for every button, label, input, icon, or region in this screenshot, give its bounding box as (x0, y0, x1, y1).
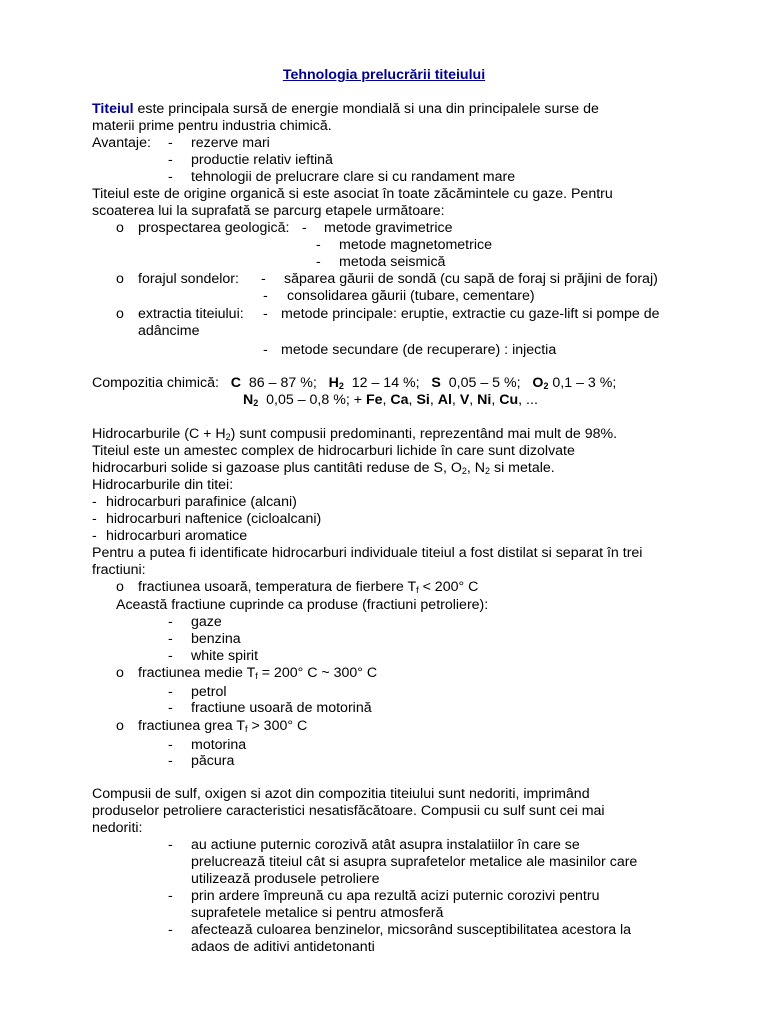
intro-text-1: este principala sursă de energie mondială si una din principalele surse de (133, 101, 599, 117)
dash-bullet: - (92, 494, 97, 510)
hidrocarburi-paragraph-2 (92, 443, 694, 460)
compozitie-line-2: $N_2$ 0,05 – 0,8 %; + Fe, Ca, Si, Al, V, Ni, Cu, ... (243, 392, 538, 408)
page-title: Tehnologia prelucrării titeiului (282, 67, 486, 83)
foraj-item: consolidarea găurii (tubare, cementare) (287, 288, 535, 304)
dash-bullet: - (168, 684, 173, 700)
extractie-item-2: metode secundare (de recuperare) : injectia (281, 342, 557, 358)
p5-line2: produselor petroliere caracteristici nesatisfăcătoare. Compusii cu sulf sunt cei mai (92, 803, 605, 819)
efect-2-line-2: suprafetele metalice si pentru atmosferă (191, 905, 444, 921)
usoara-label-a: fractiunea usoară, temperatura de fierbere T (138, 579, 417, 595)
usoara-item: benzina (191, 631, 241, 647)
dash-bullet: - (168, 631, 173, 647)
fractiune-usoara: fractiunea usoară, temperatura de fierbere $T_f < 200^\circ$ C (138, 579, 479, 595)
distilare-paragraph (92, 545, 694, 562)
compozitie-h: 12 – 14 %; (351, 375, 420, 391)
usoara-intro: Această fractiune cuprinde ca produse (fractiuni petroliere): (116, 597, 489, 613)
compozitie-line-1: Compozitia chimică: C 86 – 87 %; $H_2$ 12 – 14 %; S 0,05 – 5 %; $O_2$ 0,1 – 3 %; (92, 375, 617, 391)
dash-bullet: - (302, 220, 307, 236)
efect-item (191, 888, 694, 905)
origin-line-1: Titeiul este de origine organică si este asociat în toate zăcămintele cu gaze. Pentru (92, 186, 613, 202)
p3-line1a: Hidrocarburile (C + H (92, 426, 226, 442)
circle-bullet: o (116, 271, 124, 287)
dash-bullet: - (263, 306, 268, 322)
circle-bullet: o (116, 665, 124, 681)
compusi-paragraph (92, 786, 694, 803)
efect-3-line-1: afectează culoarea benzinelor, micsorând susceptibilitatea acestora la (191, 922, 632, 938)
grea-label-a: fractiunea grea T (138, 718, 245, 734)
dash-bullet: - (168, 135, 173, 151)
p5-line3: nedoriti: (92, 820, 143, 836)
usoara-label-b: < 200° C (418, 579, 479, 595)
intro-lead: Titeiul (92, 101, 134, 117)
avantaj-item: productie relativ ieftină (191, 152, 333, 168)
compozitie-label: Compozitia chimică: (92, 375, 219, 391)
dash-bullet: - (168, 837, 173, 853)
dash-bullet: - (263, 342, 268, 358)
p4-line1: Pentru a putea fi identificate hidrocarburi individuale titeiul a fost distilat si separat în trei (92, 545, 643, 561)
avantaje-label: Avantaje: (92, 135, 151, 151)
medie-label-a: fractiunea medie T (138, 665, 256, 681)
compozitie-n: 0,05 – 0,8 %; + (266, 392, 362, 408)
p3-line3b: , N (466, 460, 486, 476)
foraj-label: forajul sondelor: (138, 271, 239, 287)
compozitie-o: 0,1 – 3 %; (552, 375, 617, 391)
efect-1-line-1: au actiune puternic corozivă atât asupra instalatiilor în care se (191, 837, 580, 853)
dash-bullet: - (316, 237, 321, 253)
dash-bullet: - (168, 888, 173, 904)
dash-bullet: - (168, 614, 173, 630)
intro-text-2: materii prime pentru industria chimică. (92, 118, 332, 134)
prospectare-item: metoda seismică (339, 254, 446, 270)
compozitie-c: 86 – 87 %; (248, 375, 317, 391)
hidrocarbura-item: hidrocarburi naftenice (cicloalcani) (106, 511, 322, 527)
efect-1-line-2: prelucrează titeiul cât si asupra suprafetelor metalice ale masinilor care (191, 854, 638, 870)
grea-label-b: > 300° C (247, 718, 308, 734)
circle-bullet: o (116, 220, 124, 236)
fractiune-medie: fractiunea medie $T_f = 200^\circ$ C ~ 300° C (138, 665, 378, 681)
prospectare-item: metode magnetometrice (339, 237, 492, 253)
p3-line3: hidrocarburi solide si gazoase plus cantitâti reduse de S, $O_2$, $N_2$ si metale. (92, 460, 555, 476)
medie-label-b: = 200° C ~ 300° C (257, 665, 378, 681)
dash-bullet: - (168, 648, 173, 664)
grea-item: motorina (191, 737, 247, 753)
circle-bullet: o (116, 306, 124, 322)
extractie-item-1: metode principale: eruptie, extractie cu gaze-lift si pompe de (281, 306, 660, 322)
fractiune-grea: fractiunea grea $T_f > 300^\circ$ C (138, 718, 308, 734)
dash-bullet: - (168, 737, 173, 753)
dash-bullet: - (261, 271, 266, 287)
usoara-item: white spirit (191, 648, 259, 664)
avantaj-item: tehnologii de prelucrare clare si cu randament mare (191, 169, 516, 185)
origin-line-2: scoaterea lui la suprafată se parcurg etapele următoare: (92, 203, 445, 219)
compusi-paragraph-2 (92, 803, 694, 820)
p3-line1b: ) sunt compusii predominanti, reprezentând mai mult de 98%. (230, 426, 618, 442)
efect-2-line-1: prin ardere împreună cu apa rezultă acizi puternic corozivi pentru (191, 888, 600, 904)
dash-bullet: - (92, 528, 97, 544)
p3-line2: Titeiul este un amestec complex de hidrocarburi lichide în care sunt dizolvate (92, 443, 575, 459)
dash-bullet: - (316, 254, 321, 270)
efect-item-cont (191, 854, 694, 871)
extractie-item-1-cont: adâncime (138, 323, 200, 339)
medie-item: fractiune usoară de motorină (191, 700, 372, 716)
p5-line1: Compusii de sulf, oxigen si azot din compozitia titeiului sunt nedoriti, imprimând (92, 786, 590, 802)
intro-paragraph (92, 101, 694, 118)
medie-item: petrol (191, 684, 227, 700)
compozitie-s: 0,05 – 5 %; (448, 375, 521, 391)
dash-bullet: - (263, 288, 268, 304)
dash-bullet: - (168, 700, 173, 716)
extractie-label: extractia titeiului: (138, 306, 244, 322)
hidrocarbura-item: hidrocarburi aromatice (106, 528, 248, 544)
efect-item (191, 837, 694, 854)
prospectare-label: prospectarea geologică: (138, 220, 290, 236)
origin-paragraph (92, 186, 694, 203)
hidrocarbura-item: hidrocarburi parafinice (alcani) (106, 494, 297, 510)
hidrocarburi-paragraph: Hidrocarburile $(C + H_2)$ sunt compusii predominanti, reprezentând mai mult de 98%. (92, 426, 618, 442)
hidrocarburi-label: Hidrocarburile din titei: (92, 477, 234, 493)
dash-bullet: - (168, 152, 173, 168)
grea-item: păcura (191, 753, 235, 769)
prospectare-item: metode gravimetrice (324, 220, 453, 236)
circle-bullet: o (116, 579, 124, 595)
compozitie-metals: , ... (518, 392, 538, 408)
dash-bullet: - (92, 511, 97, 527)
dash-bullet: - (168, 169, 173, 185)
p3-line3c: si metale. (490, 460, 555, 476)
foraj-item: săparea găurii de sondă (cu sapă de foraj si prăjini de foraj) (284, 271, 658, 287)
dash-bullet: - (168, 922, 173, 938)
efect-3-line-2: adaos de aditivi antidetonanti (191, 939, 375, 955)
efect-item (191, 922, 694, 939)
dash-bullet: - (168, 753, 173, 769)
usoara-item: gaze (191, 614, 222, 630)
avantaj-item: rezerve mari (191, 135, 270, 151)
p4-line2: fractiuni: (92, 562, 146, 578)
p3-line3a: hidrocarburi solide si gazoase plus cantitâti reduse de S, O (92, 460, 462, 476)
efect-1-line-3: utilizează produsele petroliere (191, 871, 380, 887)
circle-bullet: o (116, 718, 124, 734)
